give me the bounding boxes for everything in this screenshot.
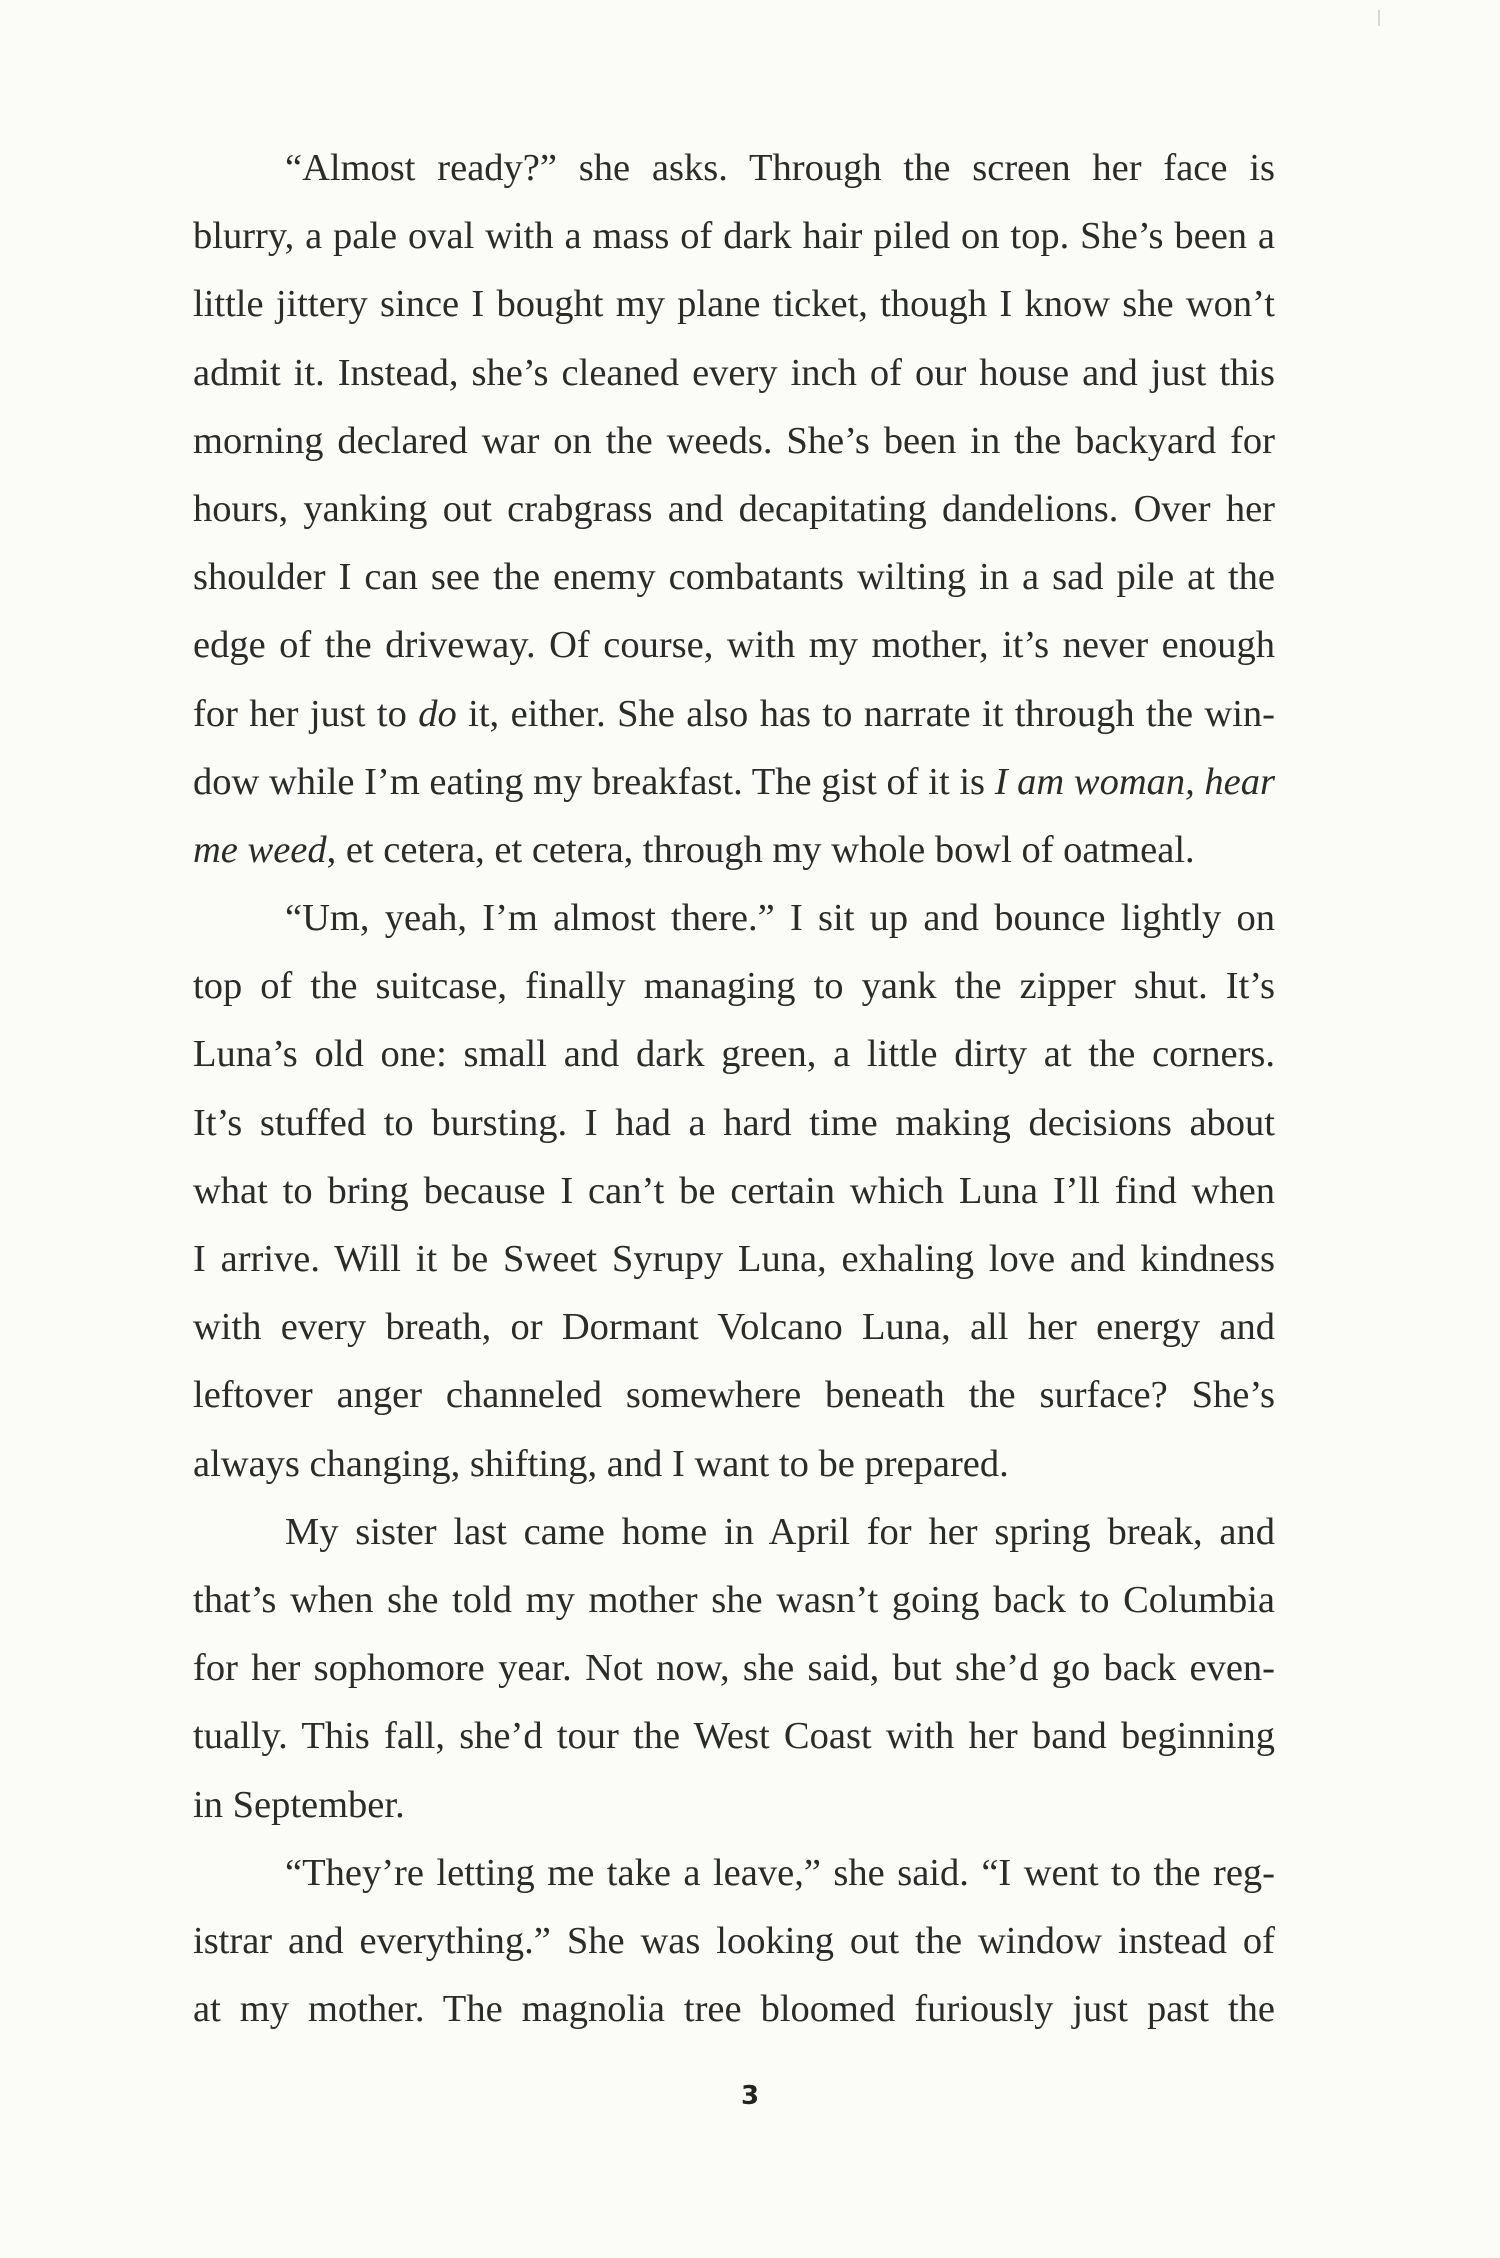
text-line: admit it. Instead, she’s cleaned every inch of our house and just this: [193, 351, 1275, 394]
italic-text: me weed: [193, 828, 327, 871]
text-line: morning declared war on the weeds. She’s been in the backyard for: [193, 419, 1275, 462]
text-line: It’s stuffed to bursting. I had a hard time making decisions about: [193, 1101, 1275, 1144]
text-line: “Um, yeah, I’m almost there.” I sit up and bounce lightly on: [285, 897, 1275, 940]
text-line: istrar and everything.” She was looking out the window instead of: [193, 1919, 1275, 1962]
text-line: little jittery since I bought my plane ticket, though I know she won’t: [193, 283, 1275, 326]
text-line: at my mother. The magnolia tree bloomed furiously just past the: [193, 1988, 1275, 2031]
paragraph-3: [193, 1498, 1275, 1839]
text-line: hours, yanking out crabgrass and decapitating dandelions. Over her: [193, 487, 1275, 530]
text-line: shoulder I can see the enemy combatants wilting in a sad pile at the: [193, 556, 1275, 599]
text-line: with every breath, or Dormant Volcano Luna, all her energy and: [193, 1306, 1275, 1349]
text-line: top of the suitcase, finally managing to yank the zipper shut. It’s: [193, 965, 1275, 1008]
paragraph-4: [193, 1839, 1275, 2044]
text-line: My sister last came home in April for her spring break, and: [285, 1510, 1275, 1553]
body-text: [193, 134, 1275, 2043]
text-line: leftover anger channeled somewhere beneath the surface? She’s: [193, 1374, 1275, 1417]
italic-text: I am woman, hear: [994, 760, 1275, 803]
scan-mark: [1378, 10, 1380, 26]
paragraph-1: [193, 134, 1275, 884]
text-line: [193, 816, 1275, 884]
text-line: “They’re letting me take a leave,” she said. “I went to the reg-: [285, 1851, 1275, 1894]
text-run: dow while I’m eating my breakfast. The gist of it is: [193, 760, 995, 803]
text-line: [193, 680, 1275, 748]
text-run: , et cetera, et cetera, through my whole bowl of oatmeal.: [326, 828, 1195, 871]
text-line: what to bring because I can’t be certain which Luna I’ll find when: [193, 1169, 1275, 1212]
text-line: that’s when she told my mother she wasn’t going back to Columbia: [193, 1578, 1275, 1621]
text-run: for her just to: [193, 692, 419, 735]
text-line: Luna’s old one: small and dark green, a little dirty at the corners.: [193, 1033, 1275, 1076]
text-line: [193, 748, 1275, 816]
text-line: in September.: [193, 1783, 405, 1826]
italic-text: do: [418, 692, 457, 735]
text-run: it, either. She also has to narrate it through the win-: [456, 692, 1276, 735]
text-line: blurry, a pale oval with a mass of dark hair piled on top. She’s been a: [193, 215, 1275, 258]
text-line: always changing, shifting, and I want to be prepared.: [193, 1442, 1009, 1485]
text-line: for her sophomore year. Not now, she said, but she’d go back even-: [193, 1647, 1275, 1690]
text-line: edge of the driveway. Of course, with my mother, it’s never enough: [193, 624, 1275, 667]
text-line: “Almost ready?” she asks. Through the screen her face is: [285, 147, 1275, 189]
page-number: 3: [740, 2081, 760, 2111]
text-line: I arrive. Will it be Sweet Syrupy Luna, exhaling love and kindness: [193, 1238, 1275, 1280]
text-line: tually. This fall, she’d tour the West Coast with her band beginning: [193, 1715, 1275, 1758]
paragraph-2: [193, 884, 1275, 1498]
